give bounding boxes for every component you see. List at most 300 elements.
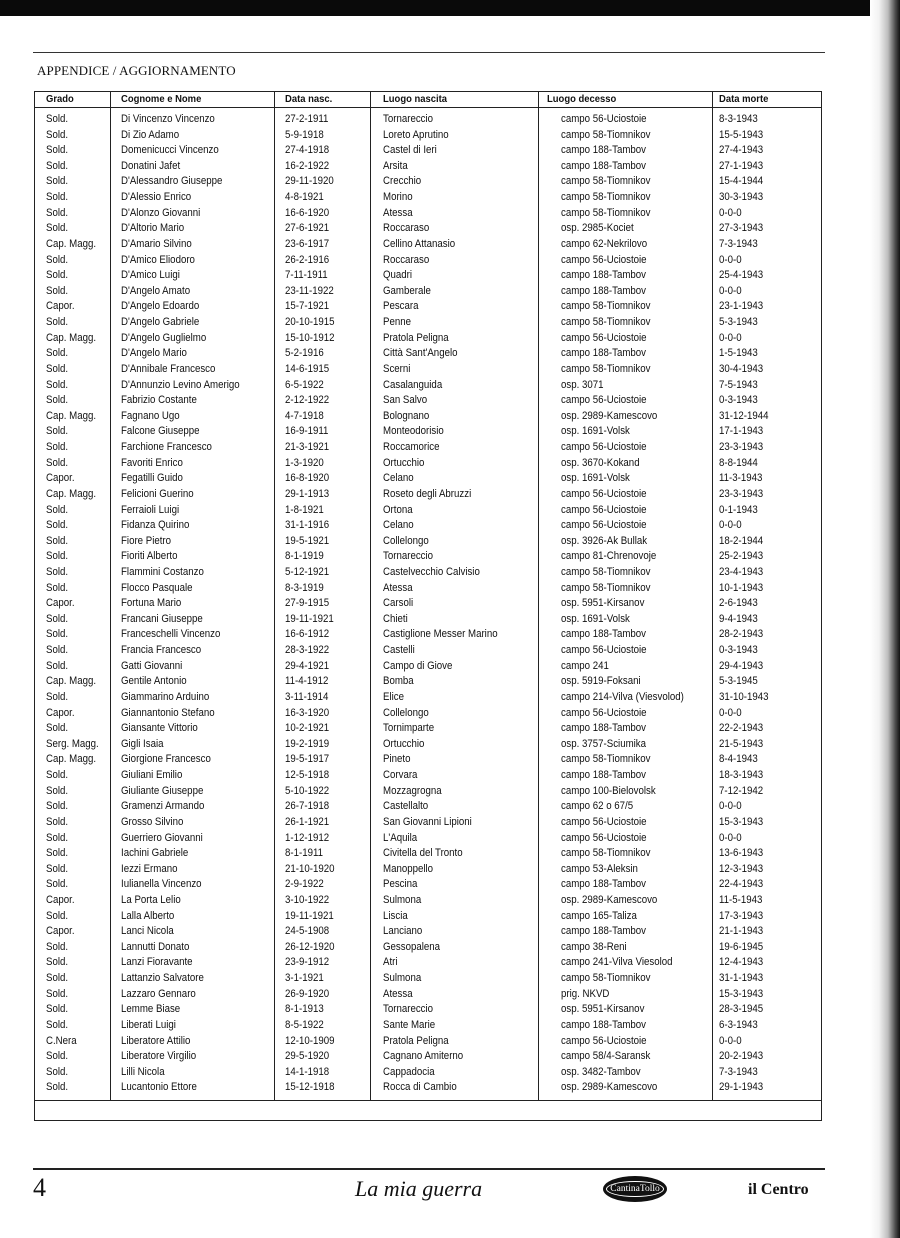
cell-cognome-nome: Giansante Vittorio <box>121 722 198 735</box>
cell-grado: Sold. <box>46 550 69 563</box>
cell-data-nascita: 14-1-1918 <box>285 1065 330 1078</box>
cell-data-nascita: 4-7-1918 <box>285 409 324 422</box>
cell-cognome-nome: Giammarino Arduino <box>121 690 210 703</box>
cell-cognome-nome: Farchione Francesco <box>121 441 212 454</box>
table-row <box>0 191 830 207</box>
cell-luogo-decesso: campo 58-Tiomnikov <box>561 972 651 985</box>
table-row <box>0 894 830 910</box>
cell-cognome-nome: Flocco Pasquale <box>121 581 193 594</box>
cell-luogo-nascita: Città Sant'Angelo <box>383 347 458 360</box>
cell-data-nascita: 19-11-1921 <box>285 909 334 922</box>
cell-data-nascita: 8-1-1911 <box>285 847 324 860</box>
cell-luogo-nascita: Arsita <box>383 159 408 172</box>
cell-grado: Sold. <box>46 316 69 329</box>
cell-luogo-nascita: Morino <box>383 191 413 204</box>
cell-luogo-decesso: campo 58-Tiomnikov <box>561 316 651 329</box>
cell-data-morte: 23-3-1943 <box>719 487 764 500</box>
cell-cognome-nome: Domenicucci Vincenzo <box>121 144 219 157</box>
cell-data-nascita: 26-2-1916 <box>285 253 330 266</box>
column-header-luogo-decesso: Luogo decesso <box>547 93 617 105</box>
cell-grado: Capor. <box>46 597 75 610</box>
scan-dark-border-top <box>0 0 900 16</box>
cell-grado: Sold. <box>46 269 69 282</box>
table-row <box>0 582 830 598</box>
cell-data-nascita: 2-9-1922 <box>285 878 324 891</box>
cell-luogo-decesso: campo 58-Tiomnikov <box>561 191 651 204</box>
cell-luogo-nascita: Ortona <box>383 503 413 516</box>
cell-luogo-nascita: Casalanguida <box>383 378 443 391</box>
cell-luogo-nascita: Pescara <box>383 300 419 313</box>
cell-luogo-nascita: Pescina <box>383 878 418 891</box>
table-row <box>0 488 830 504</box>
cell-data-morte: 12-3-1943 <box>719 862 764 875</box>
cell-luogo-decesso: campo 188-Tambov <box>561 347 647 360</box>
cell-data-nascita: 26-1-1921 <box>285 815 330 828</box>
cell-data-nascita: 16-6-1920 <box>285 206 330 219</box>
cell-luogo-decesso: campo 188-Tambov <box>561 878 647 891</box>
cell-data-morte: 23-1-1943 <box>719 300 764 313</box>
cell-data-morte: 15-4-1944 <box>719 175 764 188</box>
cell-luogo-decesso: osp. 3071 <box>561 378 604 391</box>
cell-data-morte: 5-3-1943 <box>719 316 758 329</box>
cell-luogo-nascita: Cellino Attanasio <box>383 237 456 250</box>
cell-luogo-nascita: Atessa <box>383 206 413 219</box>
cell-data-nascita: 3-11-1914 <box>285 690 329 703</box>
cell-data-nascita: 19-5-1917 <box>285 753 330 766</box>
cell-luogo-nascita: Liscia <box>383 909 408 922</box>
cell-data-morte: 0-3-1943 <box>719 394 758 407</box>
cell-luogo-decesso: osp. 5919-Foksani <box>561 675 641 688</box>
cell-luogo-decesso: campo 58-Tiomnikov <box>561 128 651 141</box>
table-row <box>0 222 830 238</box>
cell-data-morte: 0-0-0 <box>719 800 742 813</box>
cell-data-morte: 22-2-1943 <box>719 722 764 735</box>
cell-luogo-decesso: campo 58-Tiomnikov <box>561 175 651 188</box>
table-row <box>0 347 830 363</box>
cell-luogo-nascita: Crecchio <box>383 175 422 188</box>
cell-luogo-decesso: campo 56-Uciostoie <box>561 113 647 125</box>
table-row <box>0 1003 830 1019</box>
cell-data-morte: 1-5-1943 <box>719 347 758 360</box>
cell-data-nascita: 5-12-1921 <box>285 565 330 578</box>
cell-grado: Sold. <box>46 519 69 532</box>
cell-data-morte: 30-3-1943 <box>719 191 764 204</box>
cell-data-nascita: 8-1-1919 <box>285 550 324 563</box>
table-row <box>0 675 830 691</box>
page-number: 4 <box>33 1173 46 1202</box>
cell-luogo-decesso: campo 56-Uciostoie <box>561 644 647 657</box>
table-row <box>0 1081 830 1097</box>
cell-grado: Sold. <box>46 862 69 875</box>
table-row <box>0 457 830 473</box>
cell-data-nascita: 5-2-1916 <box>285 347 324 360</box>
cell-luogo-nascita: San Giovanni Lipioni <box>383 815 472 828</box>
cell-luogo-decesso: prig. NKVD <box>561 987 610 1000</box>
table-row <box>0 722 830 738</box>
cell-cognome-nome: D'Angelo Gabriele <box>121 316 200 329</box>
cell-cognome-nome: Fabrizio Costante <box>121 394 197 407</box>
cell-data-morte: 19-6-1945 <box>719 940 764 953</box>
table-row <box>0 1035 830 1051</box>
table-row <box>0 379 830 395</box>
table-row <box>0 753 830 769</box>
cell-data-morte: 20-2-1943 <box>719 1050 764 1063</box>
table-row <box>0 660 830 676</box>
cell-data-nascita: 10-2-1921 <box>285 722 330 735</box>
cell-cognome-nome: Donatini Jafet <box>121 159 181 172</box>
cell-cognome-nome: Di Zio Adamo <box>121 128 180 141</box>
cell-luogo-decesso: campo 56-Uciostoie <box>561 1034 647 1047</box>
cell-luogo-nascita: San Salvo <box>383 394 428 407</box>
cell-data-morte: 7-5-1943 <box>719 378 758 391</box>
cell-cognome-nome: Iezzi Ermano <box>121 862 178 875</box>
cell-luogo-decesso: osp. 3757-Sciumika <box>561 737 647 750</box>
cell-luogo-decesso: osp. 2989-Kamescovo <box>561 894 658 906</box>
table-row <box>0 300 830 316</box>
sponsor-logo <box>603 1176 667 1202</box>
cell-data-nascita: 1-12-1912 <box>285 831 330 844</box>
cell-luogo-nascita: Loreto Aprutino <box>383 128 449 141</box>
cell-cognome-nome: D'Altorio Mario <box>121 222 185 235</box>
cell-cognome-nome: Lattanzio Salvatore <box>121 972 204 985</box>
cell-luogo-decesso: campo 56-Uciostoie <box>561 253 647 266</box>
cell-grado: Sold. <box>46 909 69 922</box>
cell-data-nascita: 6-5-1922 <box>285 378 324 391</box>
table-row <box>0 878 830 894</box>
cell-data-nascita: 19-5-1921 <box>285 534 330 547</box>
cell-cognome-nome: Ferraioli Luigi <box>121 503 180 516</box>
cell-cognome-nome: Giuliante Giuseppe <box>121 784 204 797</box>
cell-grado: Sold. <box>46 425 69 438</box>
table-row <box>0 847 830 863</box>
cell-luogo-nascita: Ortucchio <box>383 456 425 469</box>
cell-luogo-nascita: Castellalto <box>383 800 429 813</box>
cell-luogo-nascita: Sulmona <box>383 972 422 985</box>
cell-data-morte: 31-10-1943 <box>719 690 769 703</box>
table-row <box>0 972 830 988</box>
table-row <box>0 816 830 832</box>
table-row <box>0 207 830 223</box>
cell-grado: Sold. <box>46 784 69 797</box>
cell-luogo-decesso: osp. 5951-Kirsanov <box>561 597 645 610</box>
cell-data-nascita: 29-5-1920 <box>285 1050 330 1063</box>
cell-luogo-decesso: campo 188-Tambov <box>561 144 647 157</box>
cell-data-nascita: 5-10-1922 <box>285 784 330 797</box>
cell-cognome-nome: Franceschelli Vincenzo <box>121 628 221 641</box>
cell-cognome-nome: Giannantonio Stefano <box>121 706 215 719</box>
cell-data-nascita: 31-1-1916 <box>285 519 330 532</box>
cell-grado: Sold. <box>46 1003 69 1016</box>
table-row <box>0 519 830 535</box>
cell-luogo-decesso: campo 62 o 67/5 <box>561 800 634 813</box>
cell-luogo-nascita: Tornimparte <box>383 722 435 735</box>
cell-data-morte: 17-3-1943 <box>719 909 764 922</box>
cell-cognome-nome: Grosso Silvino <box>121 815 184 828</box>
cell-grado: Sold. <box>46 113 69 125</box>
cell-luogo-nascita: Atri <box>383 956 398 969</box>
cell-cognome-nome: Lucantonio Ettore <box>121 1081 197 1094</box>
cell-data-morte: 8-4-1943 <box>719 753 758 766</box>
cell-grado: Sold. <box>46 581 69 594</box>
cell-data-morte: 18-3-1943 <box>719 769 764 782</box>
cell-data-morte: 6-3-1943 <box>719 1018 758 1031</box>
cell-data-nascita: 16-8-1920 <box>285 472 330 485</box>
cell-data-nascita: 21-10-1920 <box>285 862 335 875</box>
cell-data-nascita: 15-7-1921 <box>285 300 330 313</box>
column-header-cognome-nome: Cognome e Nome <box>121 93 202 105</box>
cell-grado: Sold. <box>46 222 69 235</box>
table-row <box>0 238 830 254</box>
cell-grado: Cap. Magg. <box>46 331 97 344</box>
cell-grado: Sold. <box>46 940 69 953</box>
cell-data-nascita: 15-10-1912 <box>285 331 335 344</box>
cell-luogo-decesso: osp. 2985-Kociet <box>561 222 634 235</box>
cell-data-morte: 21-1-1943 <box>719 925 764 938</box>
cell-grado: Sold. <box>46 144 69 157</box>
cell-data-morte: 8-3-1943 <box>719 113 758 125</box>
column-header-luogo-nascita: Luogo nascita <box>383 93 448 105</box>
cell-data-morte: 12-4-1943 <box>719 956 764 969</box>
cell-cognome-nome: D'Angelo Edoardo <box>121 300 200 313</box>
cell-luogo-decesso: osp. 1691-Volsk <box>561 612 630 625</box>
cell-luogo-decesso: campo 188-Tambov <box>561 925 647 938</box>
cell-data-nascita: 21-3-1921 <box>285 441 330 454</box>
cell-cognome-nome: Gramenzi Armando <box>121 800 205 813</box>
cell-data-nascita: 1-3-1920 <box>285 456 324 469</box>
cell-luogo-decesso: osp. 2989-Kamescovo <box>561 1081 658 1094</box>
cell-grado: Sold. <box>46 878 69 891</box>
table-row <box>0 769 830 785</box>
table-row <box>0 628 830 644</box>
cell-luogo-decesso: campo 56-Uciostoie <box>561 815 647 828</box>
cell-grado: Sold. <box>46 644 69 657</box>
cell-data-nascita: 8-1-1913 <box>285 1003 324 1016</box>
cell-grado: Sold. <box>46 347 69 360</box>
cell-data-nascita: 27-2-1911 <box>285 113 329 125</box>
column-header-grado: Grado <box>46 93 74 105</box>
cell-cognome-nome: D'Amico Eliodoro <box>121 253 195 266</box>
cell-cognome-nome: D'Angelo Amato <box>121 284 191 297</box>
table-row <box>0 941 830 957</box>
cell-data-morte: 15-5-1943 <box>719 128 764 141</box>
cell-data-nascita: 20-10-1915 <box>285 316 335 329</box>
cell-grado: Serg. Magg. <box>46 737 99 750</box>
cell-data-morte: 28-2-1943 <box>719 628 764 641</box>
cell-cognome-nome: Fioriti Alberto <box>121 550 178 563</box>
cell-luogo-decesso: campo 188-Tambov <box>561 159 647 172</box>
cell-grado: Sold. <box>46 206 69 219</box>
table-row <box>0 644 830 660</box>
cell-luogo-nascita: Gamberale <box>383 284 431 297</box>
cell-luogo-decesso: osp. 1691-Volsk <box>561 425 630 438</box>
cell-luogo-nascita: L'Aquila <box>383 831 418 844</box>
column-header-data-nascita: Data nasc. <box>285 93 333 105</box>
table-row <box>0 363 830 379</box>
cell-cognome-nome: Lannutti Donato <box>121 940 190 953</box>
cell-luogo-decesso: campo 56-Uciostoie <box>561 394 647 407</box>
cell-data-morte: 30-4-1943 <box>719 362 764 375</box>
cell-grado: Cap. Magg. <box>46 237 97 250</box>
cell-grado: Cap. Magg. <box>46 675 97 688</box>
cell-luogo-decesso: campo 188-Tambov <box>561 1018 647 1031</box>
table-row <box>0 1066 830 1082</box>
cell-cognome-nome: Lemme Biase <box>121 1003 181 1016</box>
table-row <box>0 113 830 129</box>
table-row <box>0 910 830 926</box>
table-row <box>0 472 830 488</box>
cell-grado: Capor. <box>46 925 75 938</box>
cell-cognome-nome: Favoriti Enrico <box>121 456 183 469</box>
cell-luogo-decesso: osp. 3482-Tambov <box>561 1065 641 1078</box>
cell-data-nascita: 26-9-1920 <box>285 987 330 1000</box>
table-row <box>0 144 830 160</box>
cell-data-nascita: 15-12-1918 <box>285 1081 335 1094</box>
cell-cognome-nome: Fiore Pietro <box>121 534 172 547</box>
scan-page-edge <box>870 0 900 1238</box>
cell-data-morte: 0-0-0 <box>719 253 742 266</box>
section-title: APPENDICE / AGGIORNAMENTO <box>37 63 236 78</box>
cell-data-morte: 0-0-0 <box>719 284 742 297</box>
cell-luogo-nascita: Elice <box>383 690 404 703</box>
table-row <box>0 441 830 457</box>
cell-data-nascita: 8-5-1922 <box>285 1018 324 1031</box>
cell-cognome-nome: Francani Giuseppe <box>121 612 203 625</box>
cell-data-nascita: 14-6-1915 <box>285 362 330 375</box>
cell-cognome-nome: D'Angelo Mario <box>121 347 187 360</box>
cell-luogo-decesso: campo 38-Reni <box>561 940 627 953</box>
cell-data-morte: 31-12-1944 <box>719 409 769 422</box>
cell-luogo-decesso: campo 241 <box>561 659 609 672</box>
table-row <box>0 1019 830 1035</box>
cell-data-morte: 29-4-1943 <box>719 659 764 672</box>
cell-data-morte: 7-3-1943 <box>719 237 758 250</box>
table-row <box>0 785 830 801</box>
cell-luogo-decesso: campo 56-Uciostoie <box>561 487 647 500</box>
cell-luogo-nascita: Civitella del Tronto <box>383 847 463 860</box>
table-row <box>0 707 830 723</box>
cell-luogo-nascita: Rocca di Cambio <box>383 1081 457 1094</box>
cell-luogo-decesso: campo 188-Tambov <box>561 722 647 735</box>
cell-data-morte: 5-3-1945 <box>719 675 758 688</box>
cell-luogo-nascita: Bomba <box>383 675 414 688</box>
column-header-data-morte: Data morte <box>719 93 769 105</box>
cell-luogo-decesso: campo 188-Tambov <box>561 284 647 297</box>
cell-grado: Cap. Magg. <box>46 753 97 766</box>
cell-luogo-nascita: Scerni <box>383 362 411 375</box>
cell-luogo-decesso: campo 81-Chrenovoje <box>561 550 657 563</box>
cell-data-nascita: 1-8-1921 <box>285 503 324 516</box>
table-row <box>0 425 830 441</box>
cell-luogo-nascita: Celano <box>383 519 414 532</box>
cell-luogo-nascita: Manoppello <box>383 862 434 875</box>
cell-cognome-nome: Di Vincenzo Vincenzo <box>121 113 215 125</box>
cell-luogo-nascita: Cappadocia <box>383 1065 435 1078</box>
cell-luogo-decesso: osp. 3670-Kokand <box>561 456 640 469</box>
cell-luogo-decesso: campo 241-Vilva Viesolod <box>561 956 673 969</box>
newspaper-name: il Centro <box>748 1181 809 1198</box>
cell-data-morte: 27-4-1943 <box>719 144 764 157</box>
cell-data-morte: 0-0-0 <box>719 706 742 719</box>
cell-luogo-nascita: Pratola Peligna <box>383 1034 449 1047</box>
cell-data-morte: 10-1-1943 <box>719 581 764 594</box>
cell-luogo-nascita: Tornareccio <box>383 550 434 563</box>
cell-grado: Sold. <box>46 565 69 578</box>
cell-data-morte: 2-6-1943 <box>719 597 758 610</box>
cell-luogo-nascita: Sante Marie <box>383 1018 436 1031</box>
cell-luogo-decesso: osp. 5951-Kirsanov <box>561 1003 645 1016</box>
cell-data-morte: 29-1-1943 <box>719 1081 764 1094</box>
table-row <box>0 269 830 285</box>
cell-luogo-decesso: campo 56-Uciostoie <box>561 831 647 844</box>
cell-grado: Sold. <box>46 956 69 969</box>
table-row <box>0 175 830 191</box>
header-rule <box>33 52 825 53</box>
table-row <box>0 160 830 176</box>
cell-cognome-nome: Lazzaro Gennaro <box>121 987 196 1000</box>
cell-data-nascita: 29-11-1920 <box>285 175 334 188</box>
cell-grado: Sold. <box>46 175 69 188</box>
cell-luogo-decesso: campo 58-Tiomnikov <box>561 753 651 766</box>
table-row <box>0 800 830 816</box>
cell-luogo-decesso: campo 58-Tiomnikov <box>561 581 651 594</box>
cell-data-morte: 15-3-1943 <box>719 987 764 1000</box>
cell-data-morte: 0-1-1943 <box>719 503 758 516</box>
cell-luogo-nascita: Atessa <box>383 987 413 1000</box>
cell-cognome-nome: Fagnano Ugo <box>121 409 180 422</box>
cell-data-morte: 0-3-1943 <box>719 644 758 657</box>
cell-luogo-decesso: campo 62-Nekrilovo <box>561 237 648 250</box>
cell-luogo-nascita: Collelongo <box>383 534 429 547</box>
cell-luogo-nascita: Castelli <box>383 644 415 657</box>
table-row <box>0 254 830 270</box>
table-row <box>0 332 830 348</box>
cell-luogo-nascita: Ortucchio <box>383 737 425 750</box>
cell-luogo-nascita: Quadri <box>383 269 413 282</box>
cell-grado: Cap. Magg. <box>46 487 97 500</box>
cell-cognome-nome: Giuliani Emilio <box>121 769 183 782</box>
cell-data-nascita: 2-12-1922 <box>285 394 330 407</box>
cell-data-morte: 18-2-1944 <box>719 534 764 547</box>
table-row <box>0 832 830 848</box>
cell-cognome-nome: D'Annunzio Levino Amerigo <box>121 378 240 391</box>
table-row <box>0 535 830 551</box>
cell-data-morte: 0-0-0 <box>719 1034 742 1047</box>
header-divider <box>34 107 822 108</box>
cell-data-morte: 0-0-0 <box>719 519 742 532</box>
cell-cognome-nome: Liberatore Virgilio <box>121 1050 197 1063</box>
cell-luogo-nascita: Castel di Ieri <box>383 144 437 157</box>
footer-rule <box>33 1168 825 1170</box>
cell-data-nascita: 7-11-1911 <box>285 269 328 282</box>
cell-data-morte: 13-6-1943 <box>719 847 764 860</box>
table-row <box>0 410 830 426</box>
cell-luogo-decesso: campo 58-Tiomnikov <box>561 300 651 313</box>
cell-luogo-decesso: campo 58-Tiomnikov <box>561 206 651 219</box>
cell-grado: Sold. <box>46 362 69 375</box>
cell-grado: Sold. <box>46 1050 69 1063</box>
cell-cognome-nome: Fidanza Quirino <box>121 519 190 532</box>
table-row <box>0 1050 830 1066</box>
cell-cognome-nome: Gatti Giovanni <box>121 659 183 672</box>
cell-cognome-nome: Guerriero Giovanni <box>121 831 203 844</box>
cell-grado: Capor. <box>46 300 75 313</box>
cell-cognome-nome: Liberati Luigi <box>121 1018 176 1031</box>
cell-luogo-decesso: campo 56-Uciostoie <box>561 441 647 454</box>
cell-data-morte: 8-8-1944 <box>719 456 758 469</box>
cell-data-nascita: 16-9-1911 <box>285 425 329 438</box>
cell-grado: Sold. <box>46 1018 69 1031</box>
cell-luogo-nascita: Cagnano Amiterno <box>383 1050 464 1063</box>
